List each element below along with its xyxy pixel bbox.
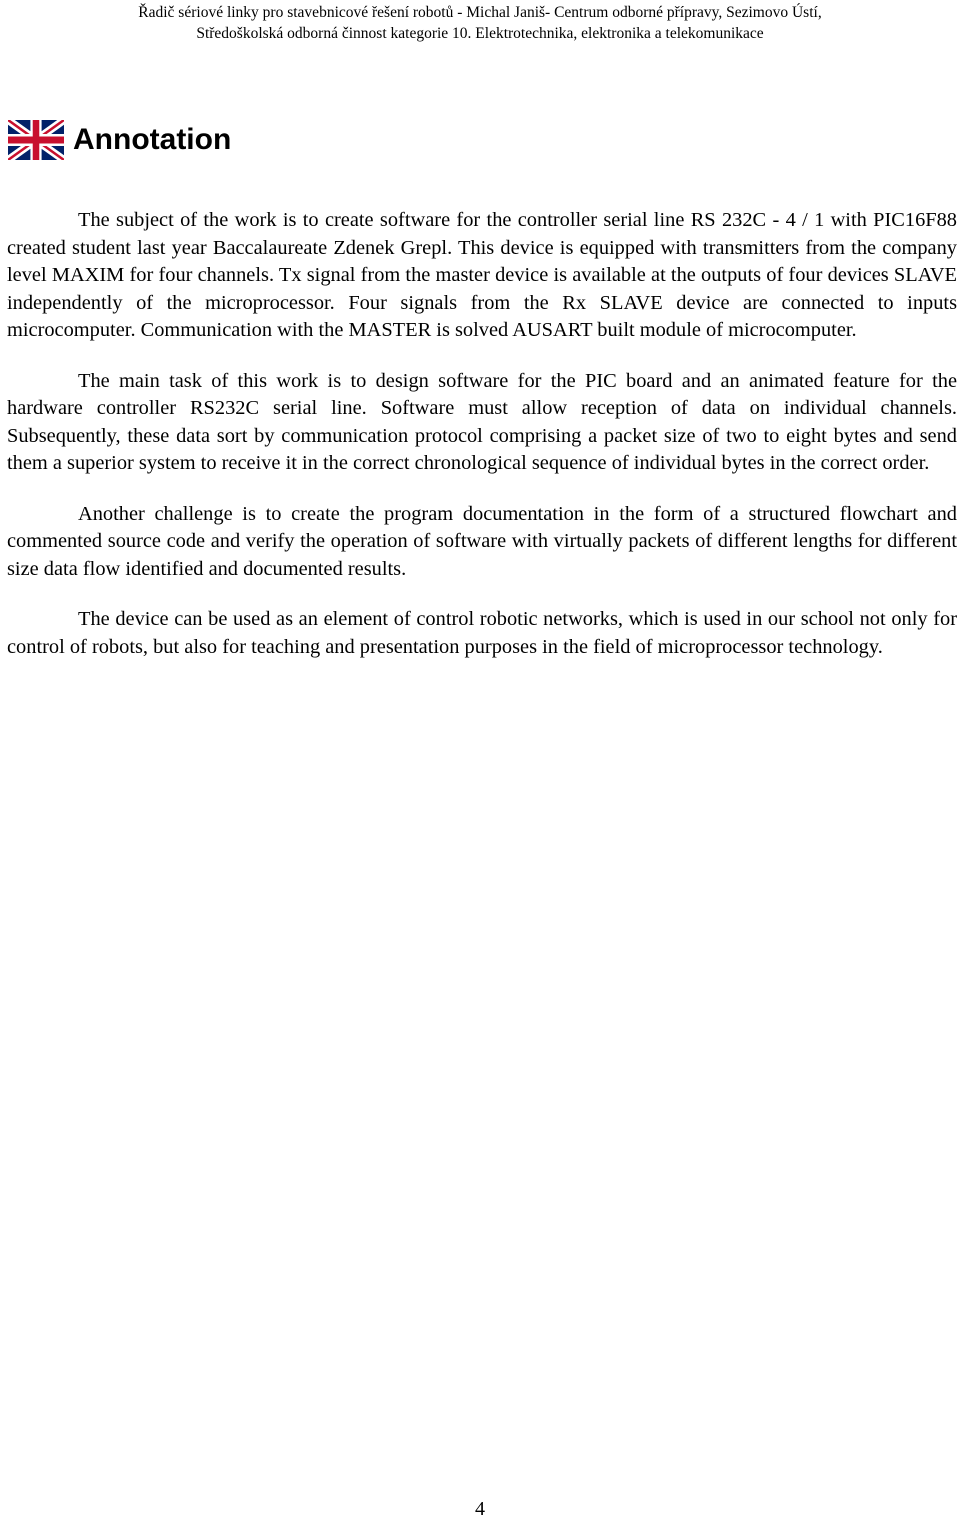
uk-flag-icon [8, 120, 64, 160]
section-title-row [8, 118, 231, 162]
page-number: 4 [475, 1498, 485, 1520]
paragraph-1: The subject of the work is to create software for the controller serial line RS 232C - 4 / 1 with PIC16F88 created student last year Baccalaureate Zdenek Grepl. This device is equipped with transmitters from the company level MAXIM for four channels. Tx signal from the master device is available at the outputs of four devices SLAVE independently of the microprocessor. Four signals from the Rx SLAVE device are connected to inputs microcomputer. Communication with the MASTER is solved AUSART built module of microcomputer. [7, 209, 957, 341]
section-heading: Annotation [73, 123, 232, 156]
paragraph-4: The device can be used as an element of control robotic networks, which is used in our school not only for control of robots, but also for teaching and presentation purposes in the field of microprocessor technology. [7, 608, 957, 658]
running-header-line-1: Řadič sériové linky pro stavebnicové řešení robotů - Michal Janiš- Centrum odborné přípravy, Sezimovo Ústí, [138, 4, 822, 21]
annotation-body [7, 207, 957, 684]
paragraph-2: The main task of this work is to design software for the PIC board and an animated feature for the hardware controller RS232C serial line. Software must allow reception of data on individual channels. Subsequently, these data sort by communication protocol comprising a packet size of two to eight bytes and send them a superior system to receive it in the correct chronological sequence of individual bytes in the correct order. [7, 369, 957, 474]
running-header [0, 2, 960, 44]
paragraph-3: Another challenge is to create the program documentation in the form of a structured flowchart and commented source code and verify the operation of software with virtually packets of different lengths for different size data flow identified and documented results. [7, 502, 957, 580]
running-header-line-2: Středoškolská odborná činnost kategorie 10. Elektrotechnika, elektronika a telekomunikace [196, 25, 764, 42]
